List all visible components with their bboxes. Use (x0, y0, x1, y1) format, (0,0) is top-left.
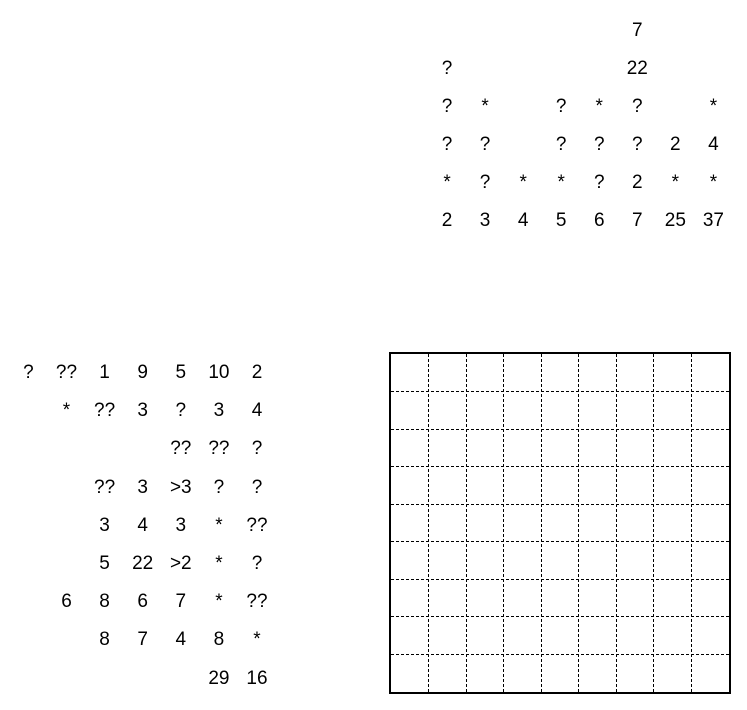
column-clue: 22 (626, 58, 648, 79)
row-clue: 9 (137, 362, 148, 383)
column-clue: * (481, 96, 489, 117)
grid-cell[interactable] (653, 579, 690, 616)
grid-cell[interactable] (691, 466, 728, 503)
column-clue: 4 (517, 210, 529, 231)
column-clue: 2 (632, 172, 643, 193)
row-clue: ?? (246, 591, 268, 613)
column-clue: 25 (664, 210, 686, 231)
grid-cell[interactable] (503, 429, 540, 466)
grid-cell[interactable] (541, 616, 578, 653)
grid-cell[interactable] (391, 466, 428, 503)
grid-cell[interactable] (503, 654, 540, 691)
grid-cell[interactable] (466, 654, 503, 691)
row-clue: 10 (208, 362, 230, 383)
grid-cell[interactable] (691, 354, 728, 391)
row-clue: ? (251, 476, 263, 498)
grid-cell[interactable] (391, 354, 428, 391)
grid-cell[interactable] (466, 391, 503, 428)
row-clue: * (215, 591, 223, 613)
grid-cell[interactable] (616, 616, 653, 653)
row-clue: ? (251, 553, 263, 574)
row-clue: >2 (169, 553, 192, 574)
grid-cell[interactable] (653, 504, 690, 541)
column-clue: ? (555, 134, 567, 155)
grid-cell[interactable] (691, 504, 728, 541)
column-clue: * (443, 172, 451, 193)
row-clue: ? (251, 438, 263, 460)
row-clue: ?? (55, 362, 78, 383)
puzzle-grid (389, 352, 731, 694)
grid-cell[interactable] (503, 579, 540, 616)
grid-cell[interactable] (541, 391, 578, 428)
grid-cell[interactable] (578, 541, 615, 578)
row-clue: * (62, 400, 71, 422)
grid-cell[interactable] (541, 504, 578, 541)
column-clue: 3 (479, 210, 491, 231)
grid-cell[interactable] (616, 429, 653, 466)
row-clue: 3 (175, 514, 187, 536)
grid-cell[interactable] (653, 466, 690, 503)
grid-cell[interactable] (616, 354, 653, 391)
grid-cell[interactable] (541, 429, 578, 466)
grid-cell[interactable] (391, 654, 428, 691)
column-clue: * (595, 96, 603, 117)
grid-cell[interactable] (428, 466, 465, 503)
grid-cell[interactable] (466, 579, 503, 616)
grid-cell[interactable] (653, 429, 690, 466)
grid-cell[interactable] (391, 541, 428, 578)
grid-cell[interactable] (578, 504, 615, 541)
column-clue: ? (441, 58, 453, 79)
grid-cell[interactable] (503, 504, 540, 541)
grid-cell[interactable] (503, 616, 540, 653)
column-clue: ? (479, 172, 491, 193)
row-clue: 5 (175, 362, 187, 383)
grid-cell[interactable] (428, 654, 465, 691)
grid-cell[interactable] (391, 391, 428, 428)
row-clue: 7 (137, 629, 148, 651)
row-clue: ? (213, 476, 225, 498)
grid-cell[interactable] (653, 654, 690, 691)
grid-cell[interactable] (428, 429, 465, 466)
grid-cell[interactable] (578, 391, 615, 428)
grid-cell[interactable] (428, 354, 465, 391)
column-clue: 7 (632, 210, 643, 231)
grid-cell[interactable] (391, 579, 428, 616)
grid-cell[interactable] (616, 654, 653, 691)
row-clue: ?? (170, 438, 192, 460)
grid-cell[interactable] (616, 579, 653, 616)
grid-cell[interactable] (578, 616, 615, 653)
grid-cell[interactable] (653, 616, 690, 653)
grid-cell[interactable] (466, 354, 503, 391)
row-clue: ?? (94, 476, 116, 498)
row-clue: 4 (251, 400, 263, 422)
grid-cell[interactable] (578, 466, 615, 503)
column-clue: ? (632, 134, 643, 155)
column-clue: 2 (441, 210, 453, 231)
grid-cell[interactable] (578, 579, 615, 616)
grid-cell[interactable] (691, 391, 728, 428)
grid-cell[interactable] (691, 616, 728, 653)
row-clue: 6 (61, 591, 72, 613)
row-clue: 16 (246, 667, 268, 689)
column-clue: ? (632, 96, 643, 117)
column-clue: ? (441, 96, 453, 117)
row-clue: 7 (175, 591, 187, 613)
row-clue: 3 (137, 400, 148, 422)
row-clue: 5 (99, 553, 110, 574)
row-clue: 8 (213, 629, 225, 651)
grid-cell[interactable] (466, 616, 503, 653)
column-clue: 2 (670, 134, 681, 155)
row-clue: ?? (208, 438, 230, 460)
grid-cell[interactable] (653, 391, 690, 428)
grid-cell[interactable] (391, 429, 428, 466)
column-clue: ? (479, 134, 491, 155)
grid-cell[interactable] (691, 579, 728, 616)
row-clue: ?? (246, 514, 268, 536)
grid-cell[interactable] (616, 504, 653, 541)
row-clue: ? (23, 362, 34, 383)
grid-cell[interactable] (578, 654, 615, 691)
grid-cell[interactable] (428, 541, 465, 578)
row-clue: * (253, 629, 261, 651)
grid-cell[interactable] (391, 616, 428, 653)
column-clue: * (519, 172, 527, 193)
grid-cell[interactable] (541, 541, 578, 578)
grid-cell[interactable] (541, 354, 578, 391)
grid-cell[interactable] (541, 654, 578, 691)
grid-cell[interactable] (503, 466, 540, 503)
row-clue: 6 (137, 591, 148, 613)
column-clue: 5 (555, 210, 567, 231)
column-clue: ? (555, 96, 567, 117)
grid-cell[interactable] (466, 504, 503, 541)
grid-cell[interactable] (428, 504, 465, 541)
row-clue: 29 (208, 667, 230, 689)
row-clue: >3 (169, 476, 192, 498)
row-clue: 2 (251, 362, 263, 383)
grid-cell[interactable] (428, 579, 465, 616)
row-clue: 1 (99, 362, 110, 383)
row-clue: 8 (99, 629, 110, 651)
row-clue: 3 (213, 400, 225, 422)
row-clue: * (215, 553, 223, 574)
column-clue: 37 (702, 210, 724, 231)
grid-cell[interactable] (653, 541, 690, 578)
row-clue: 4 (175, 629, 187, 651)
grid-cell[interactable] (428, 616, 465, 653)
column-clue: 6 (593, 210, 605, 231)
row-clue: * (215, 514, 223, 536)
row-clue: 3 (137, 476, 148, 498)
grid-cell[interactable] (503, 541, 540, 578)
grid-cell[interactable] (653, 354, 690, 391)
row-clue: 22 (132, 553, 154, 574)
grid-cell[interactable] (616, 391, 653, 428)
grid-cell[interactable] (616, 541, 653, 578)
column-clue: ? (593, 172, 605, 193)
row-clue: ? (175, 400, 187, 422)
grid-cell[interactable] (691, 541, 728, 578)
row-clue: ?? (94, 400, 116, 422)
grid-cell[interactable] (578, 354, 615, 391)
grid-cell[interactable] (503, 391, 540, 428)
column-clue: * (671, 172, 680, 193)
row-clue: 8 (99, 591, 110, 613)
column-clue: * (557, 172, 565, 193)
column-clue: * (709, 172, 718, 193)
column-clue: ? (593, 134, 605, 155)
grid-cell[interactable] (428, 391, 465, 428)
grid-cell[interactable] (691, 654, 728, 691)
row-clue: 4 (137, 514, 148, 536)
grid-cell[interactable] (466, 541, 503, 578)
grid-cell[interactable] (691, 429, 728, 466)
column-clue: 7 (632, 20, 643, 41)
column-clue: * (709, 96, 718, 117)
grid-cell[interactable] (616, 466, 653, 503)
row-clue: 3 (99, 514, 110, 536)
column-clue: ? (441, 134, 453, 155)
column-clue: 4 (708, 134, 719, 155)
grid-cell[interactable] (541, 579, 578, 616)
grid-cell[interactable] (578, 429, 615, 466)
grid-cell[interactable] (541, 466, 578, 503)
grid-cell[interactable] (503, 354, 540, 391)
grid-cell[interactable] (466, 466, 503, 503)
grid-cell[interactable] (391, 504, 428, 541)
grid-cell[interactable] (466, 429, 503, 466)
